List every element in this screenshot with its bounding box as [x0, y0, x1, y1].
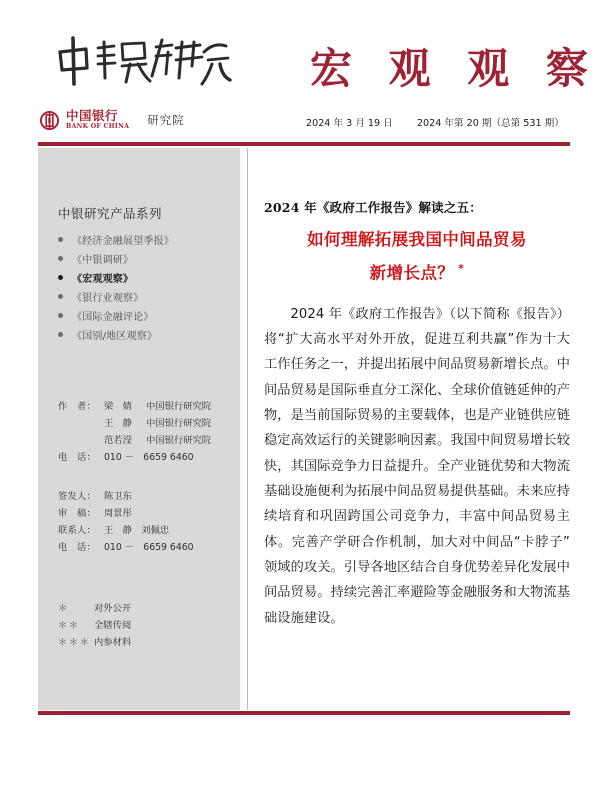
reviewer-row [58, 505, 194, 522]
sidebar-item-label: 《国别/地区观察》 [72, 331, 158, 342]
contact-phone-row [58, 539, 194, 556]
authors-label-spacer [58, 415, 104, 432]
article-kicker: 2024 年《政府工作报告》解读之五： [264, 200, 482, 215]
sidebar-item-label: 《宏观观察》 [72, 274, 134, 285]
bullet-icon [58, 313, 63, 318]
author-row [58, 432, 211, 449]
author-name: 王 静 [104, 418, 132, 429]
header-divider-rule [38, 142, 570, 146]
signer-value: 陈卫东 [104, 491, 132, 502]
bullet-icon [58, 275, 63, 280]
publication-title: 宏 观 观 察 [310, 44, 599, 93]
distribution-note-row [58, 600, 131, 617]
sidebar-item-boc-research[interactable] [58, 249, 233, 268]
sidebar-item-label: 《银行业观察》 [72, 293, 144, 304]
phone-value: 010 － 6659 6460 [104, 452, 194, 463]
author-row [58, 415, 211, 432]
contact-value: 王 静 刘佩忠 [104, 525, 170, 536]
contact-label: 联系人： [58, 525, 96, 536]
sidebar-item-banking-observation[interactable] [58, 287, 233, 306]
sidebar-item-international-finance-review[interactable] [58, 306, 233, 325]
author-row [58, 398, 211, 415]
sidebar-item-label: 《中银调研》 [72, 255, 134, 266]
bank-of-china-logo [40, 110, 185, 130]
authors-block [58, 398, 211, 466]
bullet-icon [58, 256, 63, 261]
author-affiliation: 中国银行研究院 [146, 401, 212, 412]
sidebar-panel [38, 148, 240, 710]
sidebar-item-macro-observation[interactable] [58, 268, 233, 287]
boc-wordmark-cn: 中国银行 [66, 108, 119, 123]
signer-row [58, 488, 194, 505]
distribution-note-row [58, 617, 131, 634]
note-label: 内参材料 [94, 637, 132, 648]
headline-text: 新增长点？ [369, 263, 455, 283]
sidebar-product-list [58, 230, 233, 344]
footer-divider-rule [38, 711, 570, 715]
phone-label: 电 话： [58, 452, 96, 463]
boc-wordmark-en: BANK OF CHINA [66, 123, 130, 130]
article-headline-line1: 如何理解拓展我国中间品贸易 [307, 230, 527, 249]
contact-phone-value: 010 － 6659 6460 [104, 542, 194, 553]
sidebar-item-label: 《经济金融展望季报》 [72, 236, 174, 247]
article-headline-line2 [264, 260, 570, 286]
institute-label: 研究院 [147, 113, 185, 128]
masthead [0, 0, 612, 144]
page-content [38, 148, 570, 710]
article-panel [264, 148, 570, 710]
boc-wordmark [66, 110, 129, 130]
author-name: 范若滢 [104, 435, 132, 446]
publication-meta [306, 115, 564, 129]
sidebar-heading: 中银研究产品系列 [58, 206, 163, 221]
author-phone-row [58, 449, 211, 466]
article-abstract: 2024 年《政府工作报告》（以下简称《报告》）将“扩大高水平对外开放，促进互利共赢”作为十大工作任务之一，并提出拓展中间品贸易新增长点。中间品贸易是国际垂直分工深化、全球价值链延伸的产物，是当前国际贸易的主要载体，也是产业链供应链稳定高效运行的关键影响因素。我国中间贸易增长较快，其国际竞争力日益提升。全产业链优势和大物流基础设施便利为拓展中间品贸易提供基础。未来应持续培育和巩固跨国公司竞争力，丰富中间品贸易主体。完善产学研合作机制，加大对中间品“卡脖子”领域的攻关。引导各地区结合自身优势差异化发展中间品贸易。持续完善汇率避险等金融服务和大物流基础设施建设。 [264, 306, 570, 626]
author-affiliation: 中国银行研究院 [146, 418, 212, 429]
contact-phone-label: 电 话： [58, 542, 96, 553]
note-stars: ＊＊＊ [58, 637, 91, 648]
sidebar-item-economic-outlook[interactable] [58, 230, 233, 249]
contact-row [58, 522, 194, 539]
bullet-icon [58, 237, 63, 242]
bullet-icon [58, 332, 63, 337]
publication-issue: 2024 年第 20 期（总第 531 期） [416, 118, 564, 129]
reviewer-value: 周景彤 [104, 508, 132, 519]
bullet-icon [58, 294, 63, 299]
author-affiliation: 中国银行研究院 [146, 435, 212, 446]
note-stars: ＊ [58, 603, 69, 614]
authors-label: 作 者： [58, 401, 96, 412]
distribution-notes-block [58, 600, 131, 651]
reviewer-label: 审 稿： [58, 508, 96, 519]
author-name: 梁 婧 [104, 401, 132, 412]
signer-label: 签发人： [58, 491, 96, 502]
note-stars: ＊＊ [58, 620, 80, 631]
authors-label-spacer [58, 432, 104, 449]
headline-footnote-marker: * [458, 261, 465, 275]
note-label: 对外公开 [94, 603, 132, 614]
sidebar-item-country-region-observation[interactable] [58, 325, 233, 344]
brand-calligraphy-logo [52, 34, 232, 90]
note-label: 全辖传阅 [94, 620, 132, 631]
sidebar-item-label: 《国际金融评论》 [72, 312, 154, 323]
signers-block [58, 488, 194, 556]
boc-emblem-icon [40, 111, 59, 130]
column-divider [247, 148, 248, 710]
distribution-note-row [58, 634, 131, 651]
publication-date: 2024 年 3 月 19 日 [306, 118, 393, 129]
